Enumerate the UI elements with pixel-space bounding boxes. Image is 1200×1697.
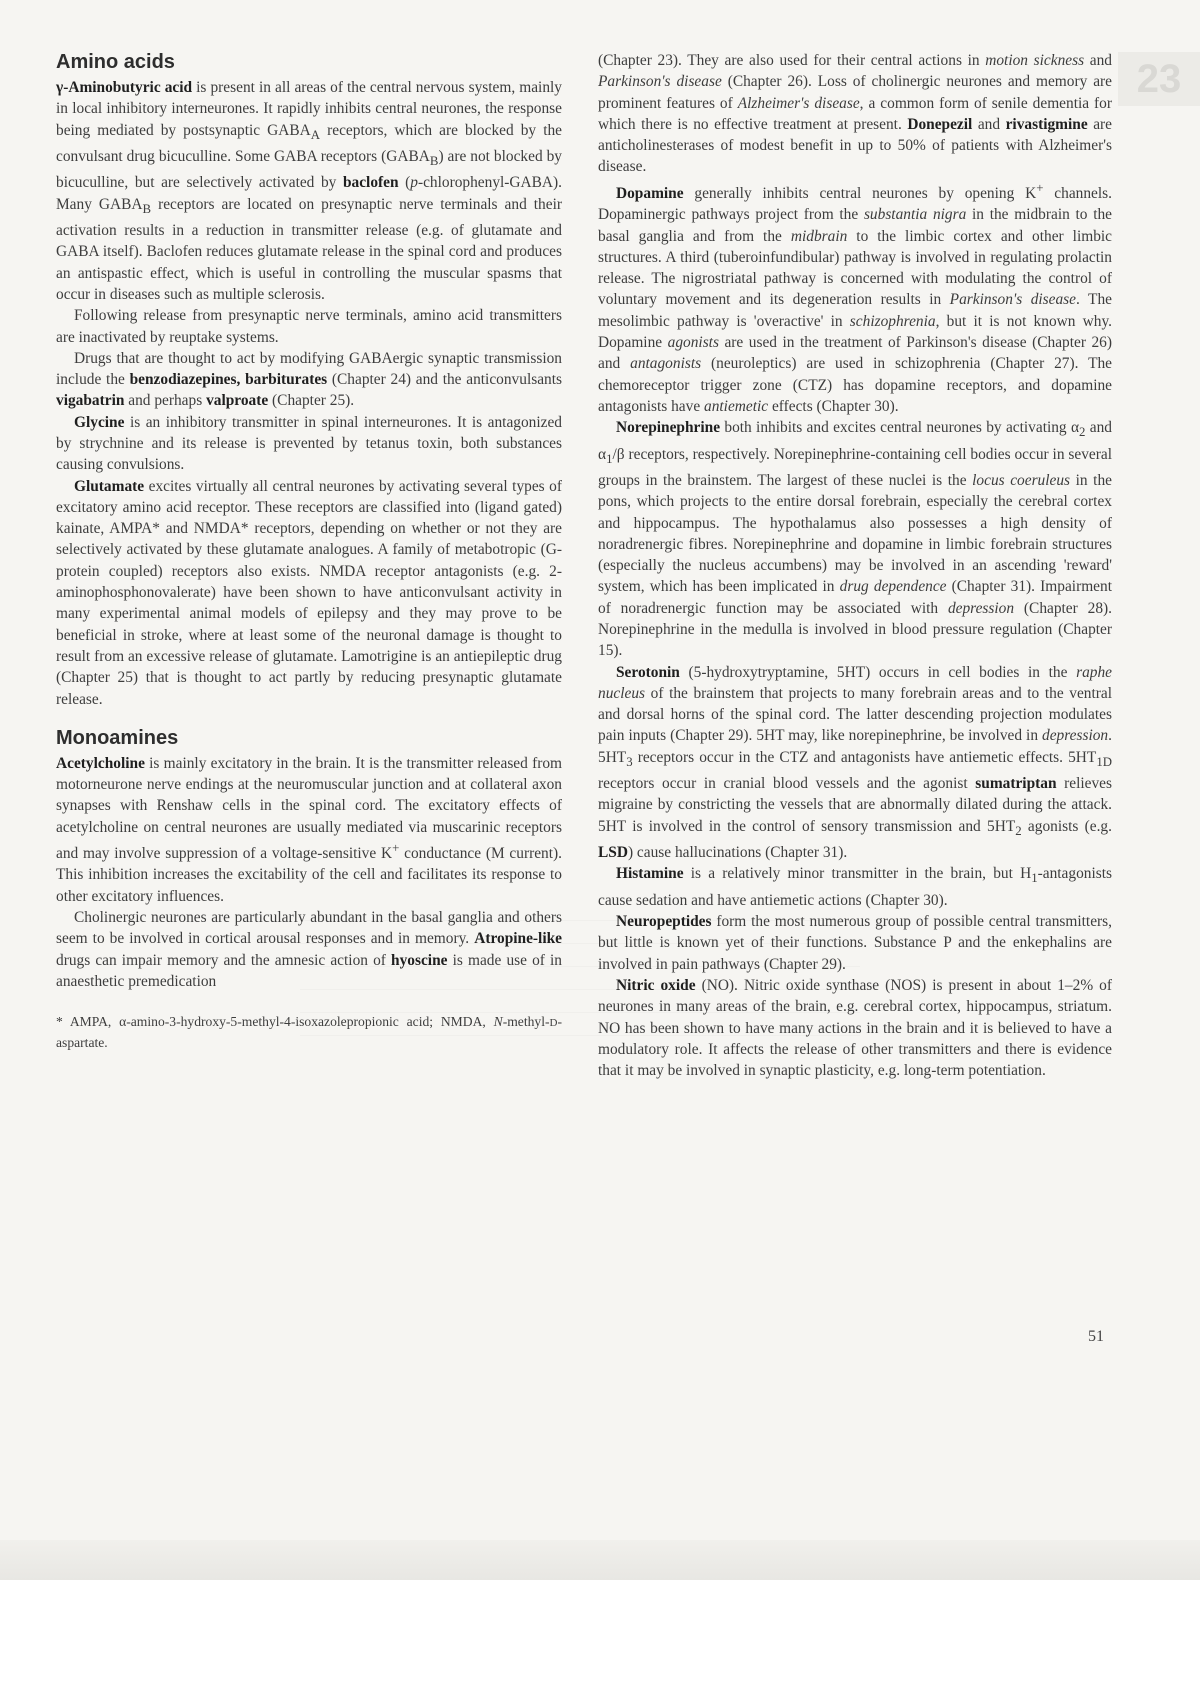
section-heading-monoamines: Monoamines [56,726,179,749]
term-acetylcholine: Acetylcholine [56,754,145,772]
term-gaba: γ-Aminobutyric acid [56,79,193,96]
term-glycine: Glycine [74,413,125,431]
right-column [598,50,1112,1081]
term-serotonin: Serotonin [616,663,680,681]
section-heading-amino-acids: Amino acids [56,51,175,73]
paragraph-reuptake: Following release from presynaptic nerve terminals, amino acid transmitters are inactivated by reuptake systems. [56,307,562,346]
page-edge-shadow [0,1540,1200,1580]
term-nitric-oxide: Nitric oxide [616,976,696,994]
paragraph-cholinergic-continued: (Chapter 23). They are also used for their central actions in motion sickness and Parkinson's disease (Chapter 26). Loss of cholinergic neurones and memory are prominent features of Alzheimer's disease, a common form of senile dementia for which there is no effective treatment at present. Donepezil and rivastigmine are anticholinesterases of modest benefit in up to 50% of patients with Alzheimer's disease. [598,52,1112,176]
paragraph-norepinephrine: Norepinephrine both inhibits and excites central neurones by activating $\alpha_2$ and $\alpha_1/\beta$ receptors, respectively. Norepinephrine-containing cell bodies occur in several groups in the brainstem. The largest of these nuclei is the locus coeruleus in the pons, which projects to the entire dorsal forebrain, especially the cerebral cortex and hippocampus. The hypothalamus also possesses a high density of noradrenergic fibres. Norepinephrine and dopamine in limbic forebrain structures (especially the nucleus accumbens) may be involved in an ascending 'reward' system, which has been implicated in drug dependence (Chapter 31). Impairment of noradrenergic function may be associated with depression (Chapter 28). Norepinephrine in the medulla is involved in blood pressure regulation (Chapter 15). [598,419,1112,660]
paragraph-dopamine: Dopamine generally inhibits central neurones by opening K+ channels. Dopaminergic pathways project from the substantia nigra in the midbrain to the basal ganglia and from the midbrain to the limbic cortex and other limbic structures. A third (tuberoinfundibular) pathway is involved in regulating prolactin release. The nigrostriatal pathway is concerned with modulating the control of voluntary movement and its degeneration results in Parkinson's disease. The mesolimbic pathway is 'overactive' in schizophrenia, but it is not known why. Dopamine agonists are used in the treatment of Parkinson's disease (Chapter 26) and antagonists (neuroleptics) are used in schizophrenia (Chapter 27). The chemoreceptor trigger zone (CTZ) has dopamine receptors, and dopamine antagonists have antiemetic effects (Chapter 30). [598,180,1113,415]
term-histamine: Histamine [616,865,684,883]
term-baclofen: baclofen [342,174,399,192]
paragraph-gaba: γ-Aminobutyric acid is present in all areas of the central nervous system, mainly in local inhibitory interneurones. It rapidly inhibits central neurones, the response being mediated by postsynaptic $GABA_A$ receptors, which are blocked by the convulsant drug bicuculline. Some GABA receptors $(GABA_B)$ are not blocked by bicuculline, but are selectively activated by baclofen (p-chlorophenyl-GABA). Many $GABA_B$ receptors are located on presynaptic nerve terminals and their activation results in a reduction in transmitter release (e.g. of glutamate and GABA itself). Baclofen reduces glutamate release in the spinal cord and produces an antispastic effect, which is useful in controlling the muscular spasms that occur in diseases such as multiple sclerosis. [56,79,562,303]
chapter-tab: 23 [1118,52,1200,106]
paragraph-glutamate: Glutamate excites virtually all central neurones by activating several types of excitatory amino acid receptor. These receptors are classified into (ligand gated) kainate, AMPA* and NMDA* receptors, depending on whether or not they are selectively activated by these glutamate analogues. A family of metabotropic (G-protein coupled) receptors also exists. NMDA receptor antagonists (e.g. 2-aminophosphonovalerate) have been shown to have anticonvulsant activity in many experimental animal models of epilepsy and they may prove to be beneficial in stroke, where at least some of the neuronal damage is thought to result from an excessive release of glutamate. Lamotrigine is an antiepileptic drug (Chapter 25) that is thought to act partly by reducing presynaptic glutamate release. [56,477,562,708]
paragraph-cholinergic: Cholinergic neurones are particularly abundant in the basal ganglia and others seem to be involved in cortical arousal responses and in memory. Atropine-like drugs can impair memory and the amnesic action of hyoscine is made use of in anaesthetic premedication [56,909,562,990]
term-norepinephrine: Norepinephrine [616,419,721,437]
footnote: * AMPA, α-amino-3-hydroxy-5-methyl-4-isoxazolepropionic acid; NMDA, N-methyl-D-aspartate. [56,1014,562,1051]
paragraph-neuropeptides: Neuropeptides form the most numerous group of possible central transmitters, but little is known yet of their functions. Substance P and the enkephalins are involved in pain pathways (Chapter 29). [598,913,1112,973]
term-dopamine: Dopamine [616,184,684,202]
paragraph-glycine: Glycine is an inhibitory transmitter in spinal interneurones. It is antagonized by strychnine and its release is prevented by tetanus toxin, both substances causing convulsions. [56,413,562,474]
paragraph-acetylcholine: Acetylcholine is mainly excitatory in the brain. It is the transmitter released from motorneurone nerve endings at the neuromuscular junction and at collateral axon synapses with Renshaw cells in the spinal cord. The excitatory effects of acetylcholine on central neurones are usually mediated via muscarinic receptors and may involve suppression of a voltage-sensitive K+ conductance (M current). This inhibition increases the excitability of the cell and facilitates its response to other excitatory influences. [56,754,562,905]
paragraph-histamine: Histamine is a relatively minor transmitter in the brain, but $H_1$-antagonists cause sedation and have antiemetic actions (Chapter 30). [598,865,1112,909]
paragraph-serotonin: Serotonin (5-hydroxytryptamine, 5HT) occurs in cell bodies in the raphe nucleus of the brainstem that projects to many forebrain areas and to the ventral and dorsal horns of the spinal cord. The latter descending projection modulates pain inputs (Chapter 29). 5HT may, like norepinephrine, be involved in depression. $5HT_3$ receptors occur in the CTZ and antagonists have antiemetic effects. $5HT_{1D}$ receptors occur in cranial blood vessels and the agonist sumatriptan relieves migraine by constricting the vessels that are abnormally dilated during the attack. 5HT is involved in the control of sensory transmission and $5HT_2$ agonists (e.g. LSD) cause hallucinations (Chapter 31). [598,663,1113,862]
term-neuropeptides: Neuropeptides [616,913,712,931]
left-column [56,50,562,1052]
paragraph-gabaergic-drugs: Drugs that are thought to act by modifying GABAergic synaptic transmission include the benzodiazepines, barbiturates (Chapter 24) and the anticonvulsants vigabatrin and perhaps valproate (Chapter 25). [56,349,562,410]
paragraph-nitric-oxide: Nitric oxide (NO). Nitric oxide synthase (NOS) is present in about 1–2% of neurones in many areas of the brain, e.g. cerebral cortex, hippocampus, striatum. NO has been shown to have many actions in the brain and it is believed to have a modulatory role. It affects the release of other transmitters and there is evidence that it may be involved in synaptic plasticity, e.g. long-term potentiation. [598,976,1112,1080]
term-glutamate: Glutamate [74,477,145,495]
page-number: 51 [1088,1328,1104,1345]
